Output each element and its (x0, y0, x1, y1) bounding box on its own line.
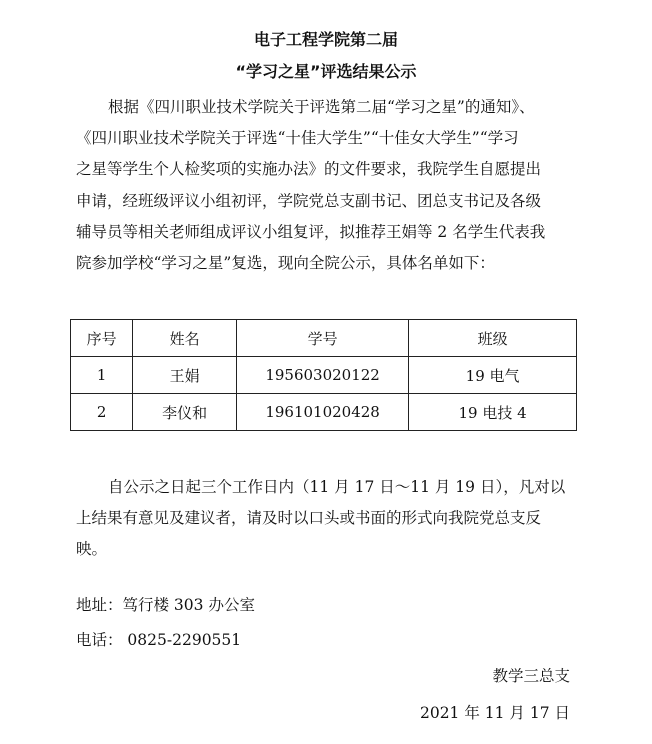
document-title: 电子工程学院第二届 (253, 30, 398, 49)
issue-date: 2021 年 11 月 17 日 (419, 704, 570, 722)
cell-name: 李仪和 (133, 394, 237, 431)
intro-line: 辅导员等相关老师组成评议小组复评，拟推荐王娟等 2 名学生代表我 (76, 222, 546, 241)
header-name: 姓名 (133, 320, 237, 357)
cell-class: 19 电气 (409, 357, 577, 394)
intro-line: 院参加学校“学习之星”复选，现向全院公示，具体名单如下： (76, 254, 495, 273)
header-index: 序号 (71, 320, 133, 357)
notice-line: 映。 (76, 540, 108, 559)
notice-line: 自公示之日起三个工作日内（11 月 17 日〜11 月 19 日），凡对以 (108, 478, 566, 496)
table-row (71, 394, 577, 431)
document-subtitle: “学习之星”评选结果公示 (235, 62, 417, 81)
address-line: 地址：笃行楼 303 办公室 (76, 596, 255, 614)
intro-line: 《四川职业技术学院关于评选“十佳大学生”“十佳女大学生”“学习 (76, 129, 519, 148)
cell-student-id: 196101020428 (237, 394, 409, 431)
cell-class: 19 电技 4 (409, 394, 577, 431)
candidate-table (70, 319, 577, 431)
cell-index: 1 (71, 357, 133, 394)
intro-paragraph (76, 92, 579, 279)
cell-name: 王娟 (133, 357, 237, 394)
notice-paragraph (76, 472, 579, 566)
cell-index: 2 (71, 394, 133, 431)
intro-line: 根据《四川职业技术学院关于评选第二届“学习之星”的通知》、 (108, 98, 535, 116)
cell-student-id: 195603020122 (237, 357, 409, 394)
notice-line: 上结果有意见及建议者，请及时以口头或书面的形式向我院党总支反 (76, 509, 542, 528)
header-student-id: 学号 (237, 320, 409, 357)
issuing-organization: 教学三总支 (492, 667, 570, 685)
header-class: 班级 (409, 320, 577, 357)
intro-line: 之星等学生个人检奖项的实施办法》的文件要求，我院学生自愿提出 (76, 160, 542, 179)
table-header-row (71, 320, 577, 357)
intro-line: 申请，经班级评议小组初评，学院党总支副书记、团总支书记及各级 (76, 191, 542, 210)
phone-line: 电话： 0825-2290551 (76, 631, 242, 649)
table-row (71, 357, 577, 394)
